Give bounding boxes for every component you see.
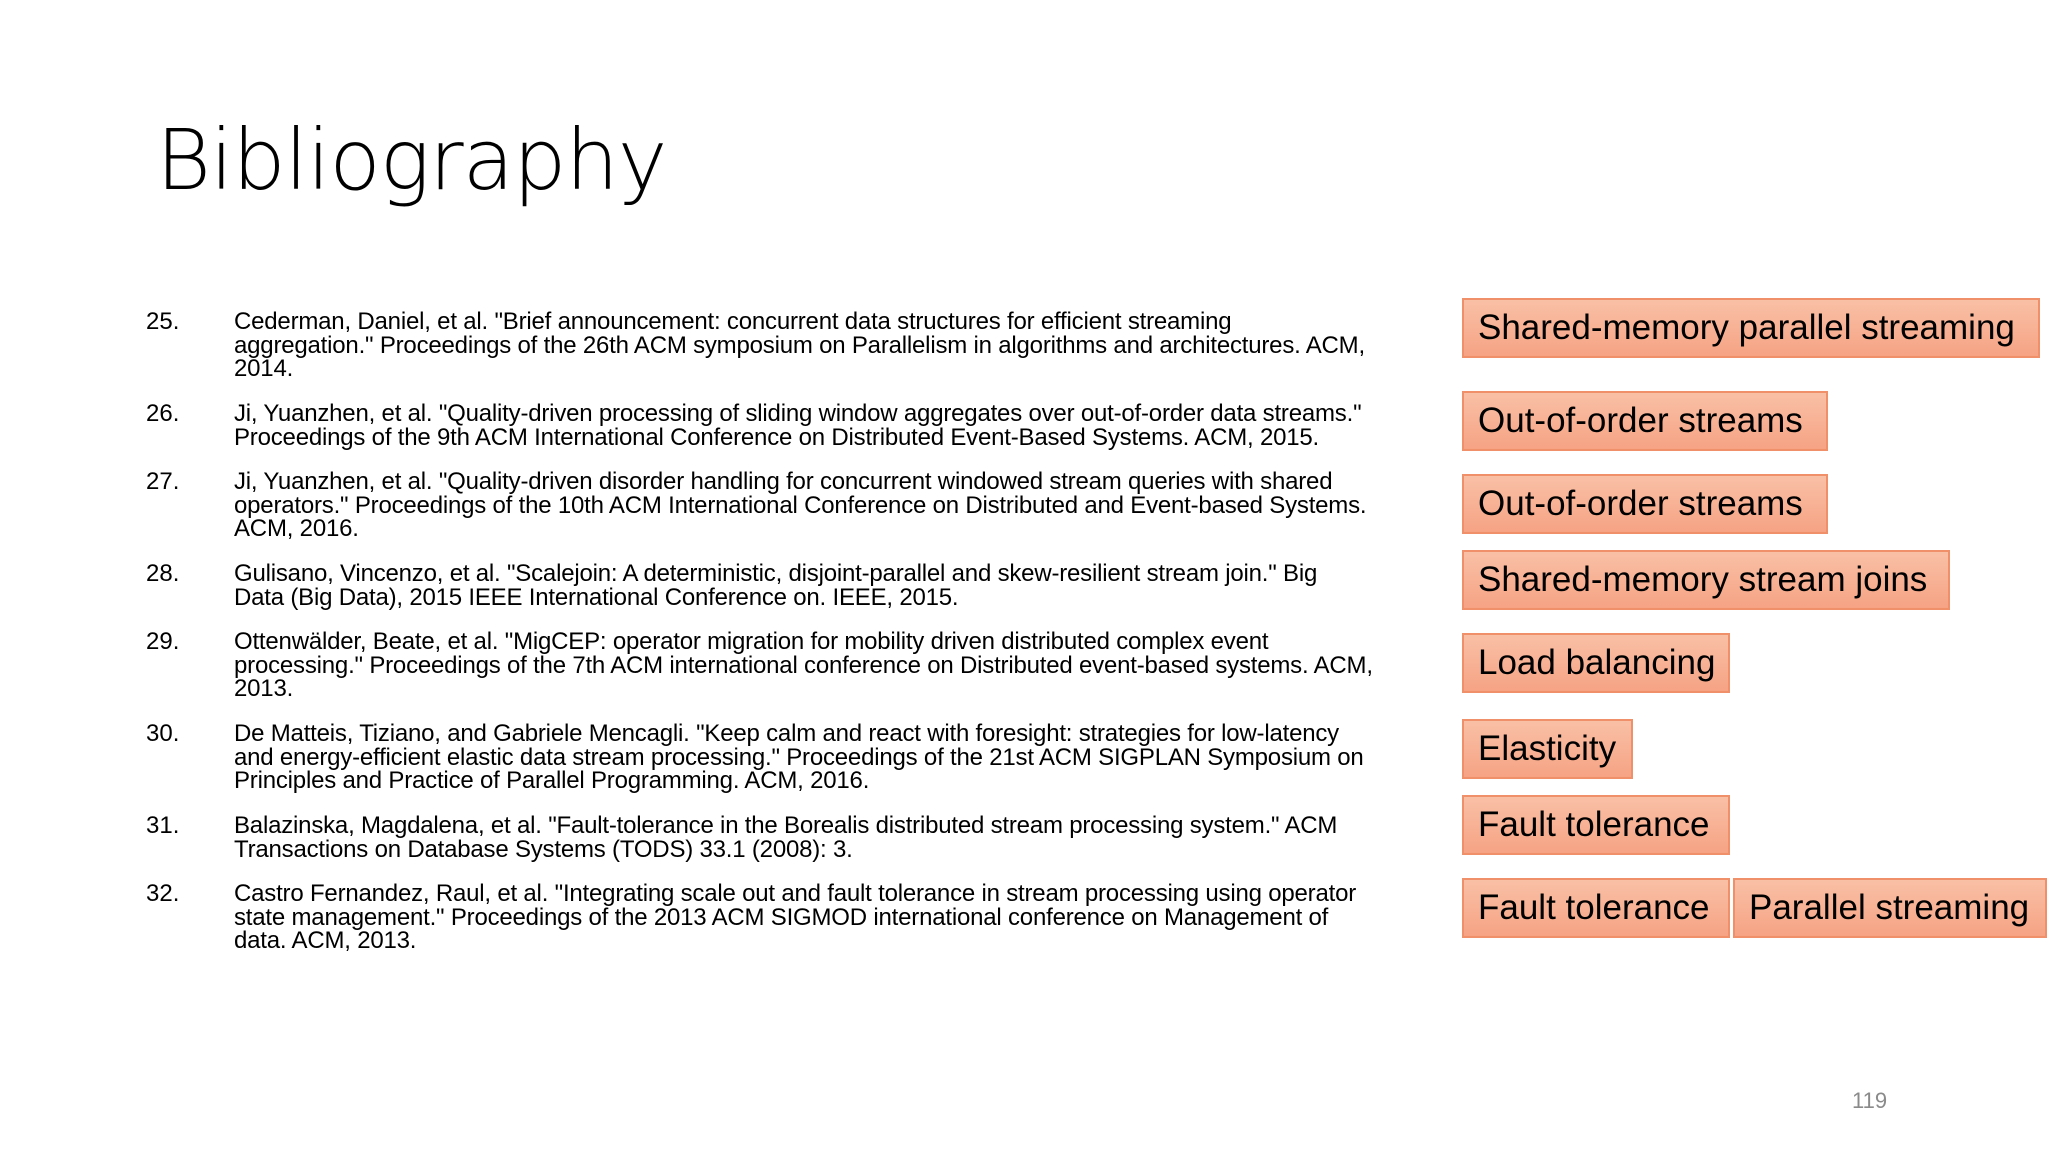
- reference-number: 28.: [146, 560, 180, 587]
- reference-text: Ji, Yuanzhen, et al. "Quality-driven processing of sliding window aggregates over out-of-order data streams." Proceedings of the 9th ACM International Conference on Distributed Event-Based Systems. ACM, 2015.: [234, 400, 1362, 451]
- topic-tag: Elasticity: [1462, 719, 1633, 779]
- reference-text: Ottenwälder, Beate, et al. "MigCEP: operator migration for mobility driven distributed complex event processing." Proceedings of the 7th ACM international conference on Distributed event-based systems. ACM, 2013.: [234, 628, 1373, 702]
- reference-text: De Matteis, Tiziano, and Gabriele Mencagli. "Keep calm and react with foresight: strategies for low-latency and energy-efficient elastic data stream processing." Proceedings of the 21st ACM SIGPLAN Symposium on Principles and Practice of Parallel Programming. ACM, 2016.: [234, 720, 1364, 794]
- reference-number: 31.: [146, 812, 180, 839]
- reference-number: 30.: [146, 720, 180, 747]
- reference-number: 29.: [146, 628, 180, 655]
- reference-number: 27.: [146, 468, 180, 495]
- topic-tag: Fault tolerance: [1462, 878, 1730, 938]
- reference-text: Balazinska, Magdalena, et al. "Fault-tolerance in the Borealis distributed stream processing system." ACM Transactions on Database Systems (TODS) 33.1 (2008): 3.: [234, 812, 1338, 863]
- topic-tag: Out-of-order streams: [1462, 391, 1828, 451]
- topic-tag: Shared-memory parallel streaming: [1462, 298, 2040, 358]
- topic-tag: Shared-memory stream joins: [1462, 550, 1950, 610]
- topic-tag: Load balancing: [1462, 633, 1730, 693]
- reference-number: 25.: [146, 308, 180, 335]
- topic-tag: Parallel streaming: [1733, 878, 2047, 938]
- topic-tag: Out-of-order streams: [1462, 474, 1828, 534]
- page-number: 119: [1852, 1088, 1888, 1113]
- slide-title: Bibliography: [156, 111, 667, 209]
- reference-number: 26.: [146, 400, 180, 427]
- reference-text: Ji, Yuanzhen, et al. "Quality-driven disorder handling for concurrent windowed stream queries with shared operators." Proceedings of the 10th ACM International Conference on Distributed and Event-based Systems. ACM, 2016.: [234, 468, 1367, 542]
- topic-tag: Fault tolerance: [1462, 795, 1730, 855]
- reference-text: Gulisano, Vincenzo, et al. "Scalejoin: A deterministic, disjoint-parallel and skew-resilient stream join." Big Data (Big Data), 2015 IEEE International Conference on. IEEE, 2015.: [234, 560, 1318, 611]
- reference-text: Cederman, Daniel, et al. "Brief announcement: concurrent data structures for efficient streaming aggregation." Proceedings of the 26th ACM symposium on Parallelism in algorithms and architectures. ACM, 2014.: [234, 308, 1365, 382]
- reference-text: Castro Fernandez, Raul, et al. "Integrating scale out and fault tolerance in stream processing using operator state management." Proceedings of the 2013 ACM SIGMOD international conference on Management of data. ACM, 2013.: [234, 880, 1357, 954]
- reference-number: 32.: [146, 880, 180, 907]
